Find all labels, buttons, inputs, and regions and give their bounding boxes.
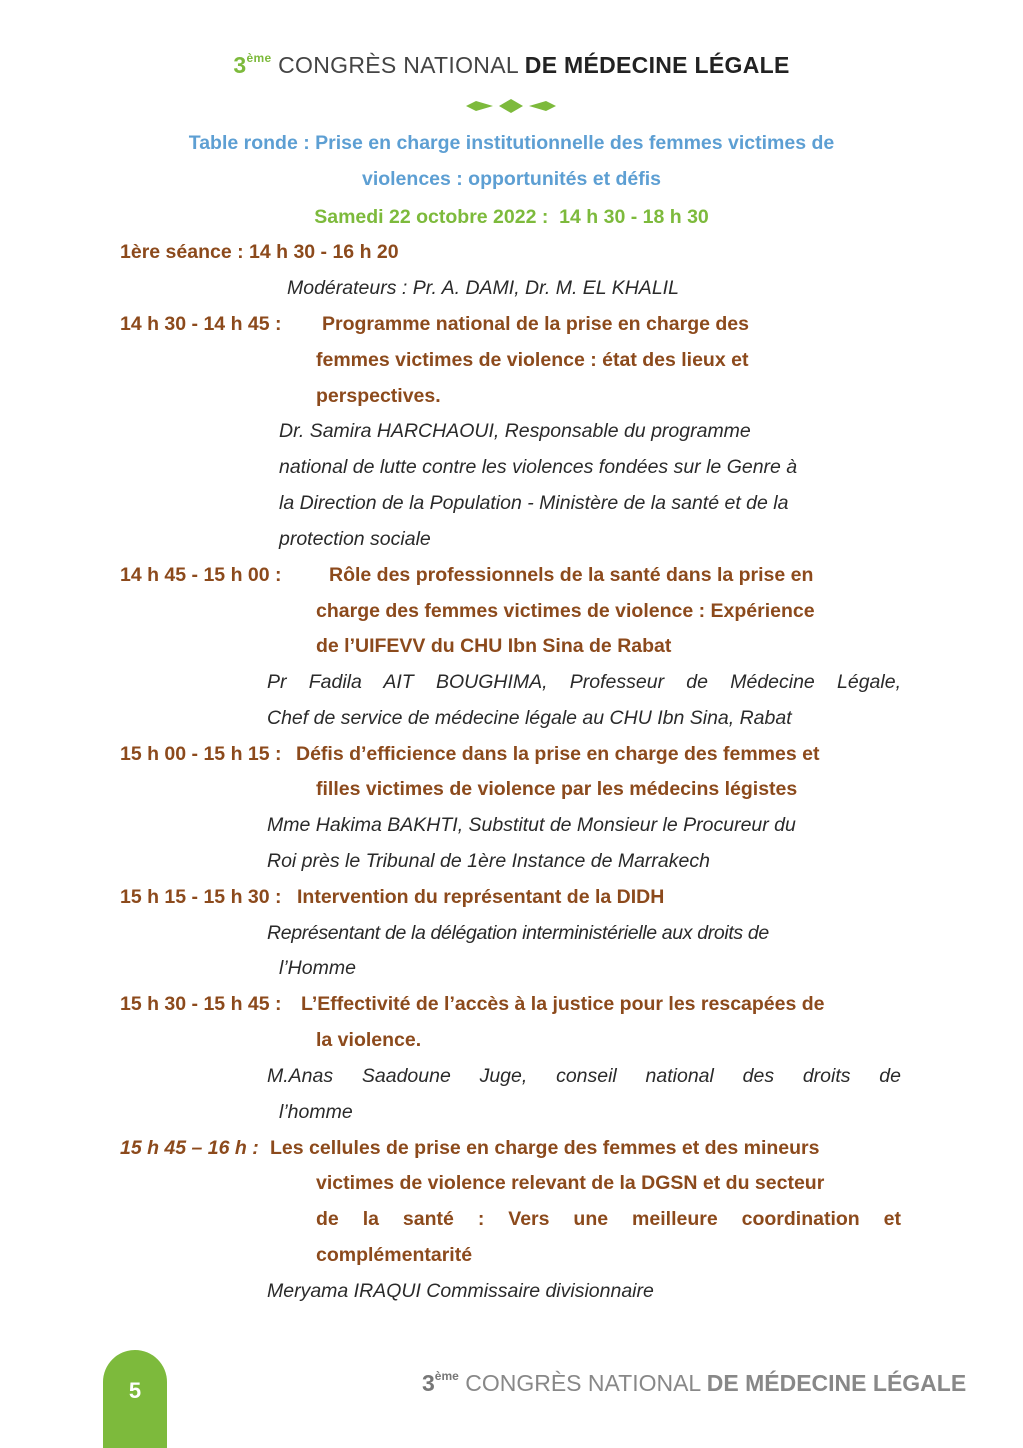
talk-6-title: de la santé : Vers une meilleure coordination et bbox=[316, 1208, 901, 1230]
moderators: Modérateurs : Pr. A. DAMI, Dr. M. EL KHALIL bbox=[287, 277, 679, 299]
talk-4-speaker: Représentant de la délégation interministérielle aux droits de bbox=[267, 922, 769, 944]
talk-6-title: Les cellules de prise en charge des femmes et des mineurs bbox=[270, 1137, 820, 1159]
session-label: 1ère séance : 14 h 30 - 16 h 20 bbox=[120, 241, 399, 263]
round-table-title-line-1: Table ronde : Prise en charge institutionnelle des femmes victimes de bbox=[188, 132, 835, 154]
talk-1-title: perspectives. bbox=[316, 385, 441, 407]
talk-3-speaker: Roi près le Tribunal de 1ère Instance de Marrakech bbox=[267, 850, 710, 872]
talk-1-speaker: Dr. Samira HARCHAOUI, Responsable du programme bbox=[279, 420, 751, 442]
talk-3-title: filles victimes de violence par les médecins légistes bbox=[316, 778, 798, 800]
diamond-ornament-icon bbox=[466, 98, 556, 114]
talk-6-time: 15 h 45 – 16 h : bbox=[120, 1137, 259, 1159]
talk-4-speaker: l’Homme bbox=[279, 957, 356, 979]
footer-light-text: CONGRÈS NATIONAL bbox=[465, 1370, 701, 1396]
footer-bold-text: DE MÉDECINE LÉGALE bbox=[706, 1370, 967, 1396]
header-title bbox=[0, 52, 1023, 79]
header-light-text: CONGRÈS NATIONAL bbox=[278, 52, 519, 78]
talk-1-speaker: protection sociale bbox=[279, 528, 431, 550]
talk-6-title: complémentarité bbox=[316, 1244, 473, 1266]
event-date: Samedi 22 octobre 2022 : 14 h 30 - 18 h 30 bbox=[314, 206, 709, 228]
talk-1-title: femmes victimes de violence : état des lieux et bbox=[316, 349, 749, 371]
talk-3-speaker: Mme Hakima BAKHTI, Substitut de Monsieur le Procureur du bbox=[267, 814, 796, 836]
talk-3-time: 15 h 00 - 15 h 15 : bbox=[120, 743, 282, 765]
footer-superscript: ème bbox=[434, 1369, 459, 1384]
talk-2-title: charge des femmes victimes de violence : Expérience bbox=[316, 600, 815, 622]
round-table-title-line-2: violences : opportunités et défis bbox=[361, 168, 662, 190]
talk-4-title: Intervention du représentant de la DIDH bbox=[297, 886, 665, 908]
talk-6-title: victimes de violence relevant de la DGSN et du secteur bbox=[316, 1172, 825, 1194]
talk-5-speaker: l’homme bbox=[279, 1101, 353, 1123]
header-bold-text: DE MÉDECINE LÉGALE bbox=[524, 52, 790, 78]
talk-2-time: 14 h 45 - 15 h 00 : bbox=[120, 564, 282, 586]
footer-title bbox=[422, 1370, 966, 1397]
header-number: 3 bbox=[233, 52, 247, 78]
talk-4-time: 15 h 15 - 15 h 30 : bbox=[120, 886, 282, 908]
talk-1-title: Programme national de la prise en charge des bbox=[322, 313, 749, 335]
talk-5-title: L’Effectivité de l’accès à la justice pour les rescapées de bbox=[301, 993, 825, 1015]
talk-6-speaker: Meryama IRAQUI Commissaire divisionnaire bbox=[267, 1280, 654, 1302]
talk-2-speaker: Pr Fadila AIT BOUGHIMA, Professeur de Médecine Légale, bbox=[267, 671, 901, 693]
talk-5-speaker: M.Anas Saadoune Juge, conseil national des droits de bbox=[267, 1065, 901, 1087]
talk-2-title: de l’UIFEVV du CHU Ibn Sina de Rabat bbox=[316, 635, 672, 657]
footer-number: 3 bbox=[422, 1370, 435, 1396]
talk-2-speaker: Chef de service de médecine légale au CHU Ibn Sina, Rabat bbox=[267, 707, 792, 729]
header-superscript: ème bbox=[246, 51, 272, 66]
talk-1-time: 14 h 30 - 14 h 45 : bbox=[120, 313, 282, 335]
talk-5-title: la violence. bbox=[316, 1029, 422, 1051]
talk-1-speaker: la Direction de la Population - Ministère de la santé et de la bbox=[279, 492, 789, 514]
talk-3-title: Défis d’efficience dans la prise en charge des femmes et bbox=[296, 743, 820, 765]
talk-5-time: 15 h 30 - 15 h 45 : bbox=[120, 993, 282, 1015]
talk-2-title: Rôle des professionnels de la santé dans la prise en bbox=[329, 564, 814, 586]
talk-1-speaker: national de lutte contre les violences fondées sur le Genre à bbox=[279, 456, 798, 478]
page-number: 5 bbox=[128, 1378, 142, 1403]
